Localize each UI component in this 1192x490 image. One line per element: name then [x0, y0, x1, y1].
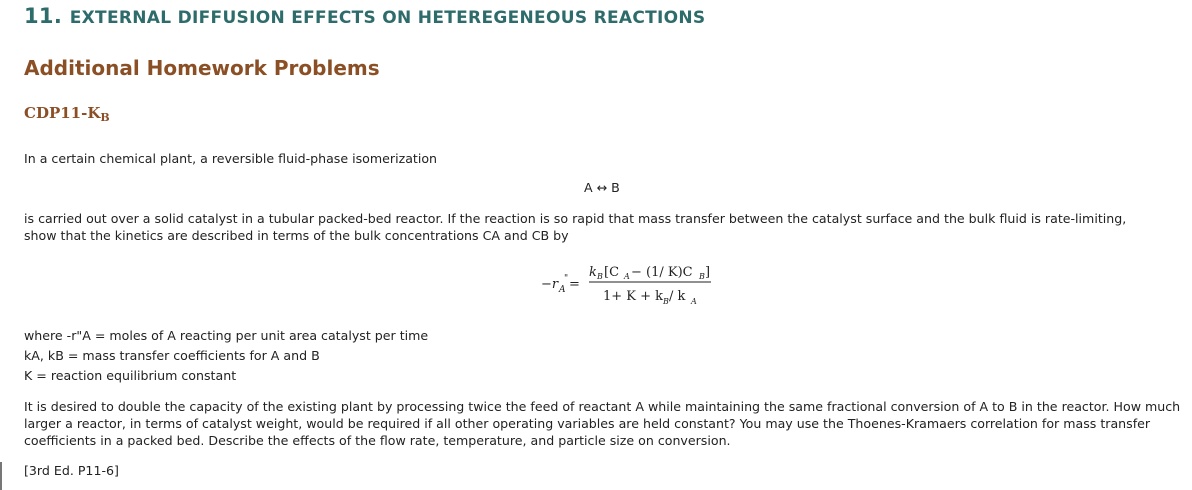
intro-text: In a certain chemical plant, a reversible fluid-phase isomerization — [24, 151, 438, 166]
eq-ca-sub: A — [624, 272, 630, 281]
chapter-title — [24, 4, 705, 28]
problem-description: is carried out over a solid catalyst in a tubular packed-bed reactor. If the reaction is so rapid that mass transfer between the catalyst surface and the bulk fluid is rate-limiting, show that the kinetics are described in terms of the bulk concentrations CA and CB by — [24, 211, 1127, 243]
reaction-equation: A ↔ B — [584, 180, 620, 195]
chapter-title-text: EXTERNAL DIFFUSION EFFECTS ON HETEREGENEOUS REACTIONS — [69, 8, 706, 28]
section-title: Additional Homework Problems — [24, 56, 380, 80]
definition-equilibrium: K = reaction equilibrium constant — [24, 368, 237, 383]
eq-den-over: / k — [669, 289, 686, 304]
rate-equation — [519, 258, 719, 308]
left-edge-marker — [0, 462, 5, 490]
definition-rate: where -r"A = moles of A reacting per unit area catalyst per time — [24, 328, 429, 343]
reference: [3rd Ed. P11-6] — [24, 463, 119, 478]
eq-numerator-k: k — [589, 265, 597, 280]
eq-denominator: 1+ K + k — [603, 289, 664, 304]
chapter-number: 11. — [24, 4, 63, 28]
eq-numerator-bracket: [C — [604, 265, 620, 280]
problem-id: $CDP11-K_B$ — [24, 104, 110, 124]
definitions — [24, 326, 428, 386]
eq-term: − (1/ K)C — [631, 265, 693, 280]
eq-numerator-k-sub: B — [597, 272, 603, 281]
problem-question: It is desired to double the capacity of the existing plant by processing twice the feed of reactant A while maintaining the same fractional conversion of A to B in the reactor. How much larger a reactor, in terms of catalyst weight, would be required if all other operating variables are held constant? You may use the Thoenes-Kramaers correlation for mass transfer coefficients in a packed bed. Describe the effects of the flow rate, temperature, and particle size on conversion. — [24, 399, 1181, 448]
eq-equals: = — [569, 277, 580, 292]
eq-cb-sub: B — [699, 272, 705, 281]
eq-close: ] — [705, 265, 711, 280]
eq-den-kb-sub: B — [663, 297, 669, 306]
rate-equation-svg — [519, 258, 719, 308]
definition-mass-transfer: kA, kB = mass transfer coefficients for A and B — [24, 348, 320, 363]
eq-den-ka-sub: A — [691, 297, 697, 306]
eq-lhs-sub: A — [559, 285, 566, 295]
eq-lhs-sup: " — [564, 274, 569, 284]
eq-lhs: −r — [541, 277, 559, 292]
